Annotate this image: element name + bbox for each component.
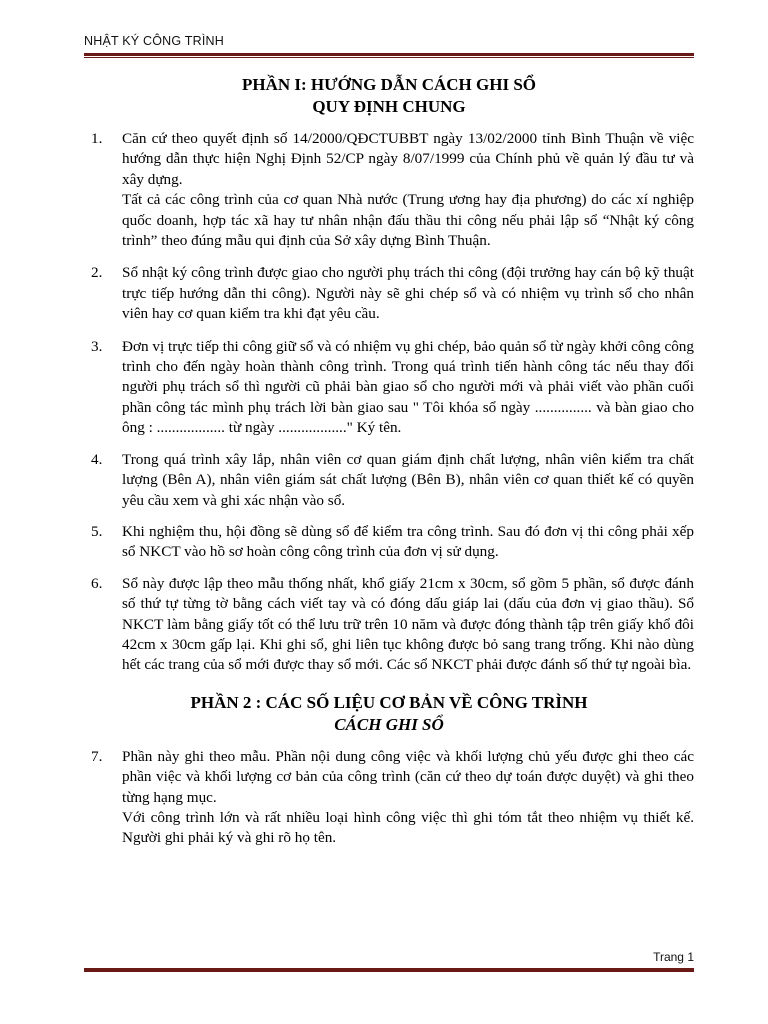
list-item <box>84 129 694 251</box>
item-number: 5. <box>91 522 103 540</box>
header-rule <box>84 53 694 58</box>
item-number: 3. <box>91 337 103 355</box>
item-paragraph: Với công trình lớn và rất nhiều loại hình công việc thì ghi tóm tắt theo nhiệm vụ thiết kế. Người ghi phải ký và ghi rõ họ tên. <box>122 808 694 847</box>
item-paragraph: Khi nghiệm thu, hội đồng sẽ dùng sổ để kiểm tra công trình. Sau đó đơn vị thi công phải xếp sổ NKCT vào hồ sơ hoàn công công trình của đơn vị sử dụng. <box>122 522 694 561</box>
item-paragraph: Đơn vị trực tiếp thi công giữ sổ và có nhiệm vụ ghi chép, bảo quản sổ từ ngày khởi công công trình cho đến ngày hoàn thành công trình. Trong quá trình tiến hành công tác nếu thay đổi người phụ trách sổ thì người cũ phải bàn giao sổ cho người mới và phải viết vào phần cuối phần công tác mình phụ trách lời bàn giao sau " Tôi khóa sổ ngày ............... và bàn giao cho ông : .................. từ ngày .................." Ký tên. <box>122 337 694 437</box>
item-number: 4. <box>91 450 103 468</box>
list-item <box>84 450 694 511</box>
list-item <box>84 522 694 563</box>
page-number: Trang 1 <box>653 950 694 964</box>
item-number: 7. <box>91 747 103 765</box>
footer-rule <box>84 967 694 972</box>
item-number: 2. <box>91 264 103 282</box>
item-paragraph: Căn cứ theo quyết định số 14/2000/QĐCTUBBT ngày 13/02/2000 tỉnh Bình Thuận về việc hướng dẫn thực hiện Nghị Định 52/CP ngày 8/07/1999 của Chính phủ về quản lý đầu tư và xây dựng. <box>122 130 694 188</box>
part2-subtitle: CÁCH GHI SỔ <box>334 714 444 734</box>
part2-title: PHẦN 2 : CÁC SỐ LIỆU CƠ BẢN VỀ CÔNG TRÌNH <box>190 692 588 712</box>
item-number: 6. <box>91 574 103 592</box>
list-item <box>84 337 694 439</box>
item-paragraph: Tất cả các công trình của cơ quan Nhà nước (Trung ương hay địa phương) do các xí nghiệp quốc doanh, hợp tác xã hay tư nhân nhận đấu thầu thi công nếu phải lập sổ “Nhật ký công trình” theo đúng mẫu qui định của Sở xây dựng Bình Thuận. <box>122 191 694 250</box>
item-number: 1. <box>91 130 103 147</box>
list-item <box>84 263 694 324</box>
list-item <box>84 747 694 849</box>
item-paragraph: Trong quá trình xây lắp, nhân viên cơ quan giám định chất lượng, nhân viên kiểm tra chất lượng (Bên A), nhân viên giám sát chất lượng (Bên B), nhân viên cơ quan thiết kế có quyền yêu cầu xem và ghi xác nhận vào sổ. <box>122 450 694 509</box>
item-paragraph: Sổ này được lập theo mẫu thống nhất, khổ giấy 21cm x 30cm, sổ gồm 5 phần, sổ được đánh số thứ tự từng tờ bằng cách viết tay và có đóng dấu giáp lai (dấu của đơn vị giao thầu). Sổ NKCT làm bằng giấy tốt có thể lưu trữ trên 10 năm và được đóng thành tập trên giấy khổ đôi 42cm x 30cm gấp lại. Khi ghi sổ, ghi liên tục không được bỏ sang trang trống. Khi nào dùng hết các trang của sổ mới được thay sổ mới. Các sổ NKCT phải được đánh số thứ tự ngoài bìa. <box>122 574 694 674</box>
header-title: NHẬT KÝ CÔNG TRÌNH <box>84 34 224 48</box>
part1-title: PHẦN I: HƯỚNG DẪN CÁCH GHI SỔ <box>241 75 537 94</box>
document-body <box>84 74 694 849</box>
item-paragraph: Phần này ghi theo mẫu. Phần nội dung công việc và khối lượng chủ yếu được ghi theo các phần việc và khối lượng cơ bản của công trình (căn cứ theo dự toán được duyệt) và ghi theo từng hạng mục. <box>122 747 694 806</box>
item-paragraph: Sổ nhật ký công trình được giao cho người phụ trách thi công (đội trưởng hay cán bộ kỹ thuật trực tiếp hướng dẫn thi công). Người này sẽ ghi chép sổ và có nhiệm vụ trình sổ cho nhân viên hay cơ quan kiểm tra khi đạt yêu cầu. <box>122 264 694 323</box>
part1-subtitle: QUY ĐỊNH CHUNG <box>312 97 466 116</box>
list-item <box>84 574 694 676</box>
